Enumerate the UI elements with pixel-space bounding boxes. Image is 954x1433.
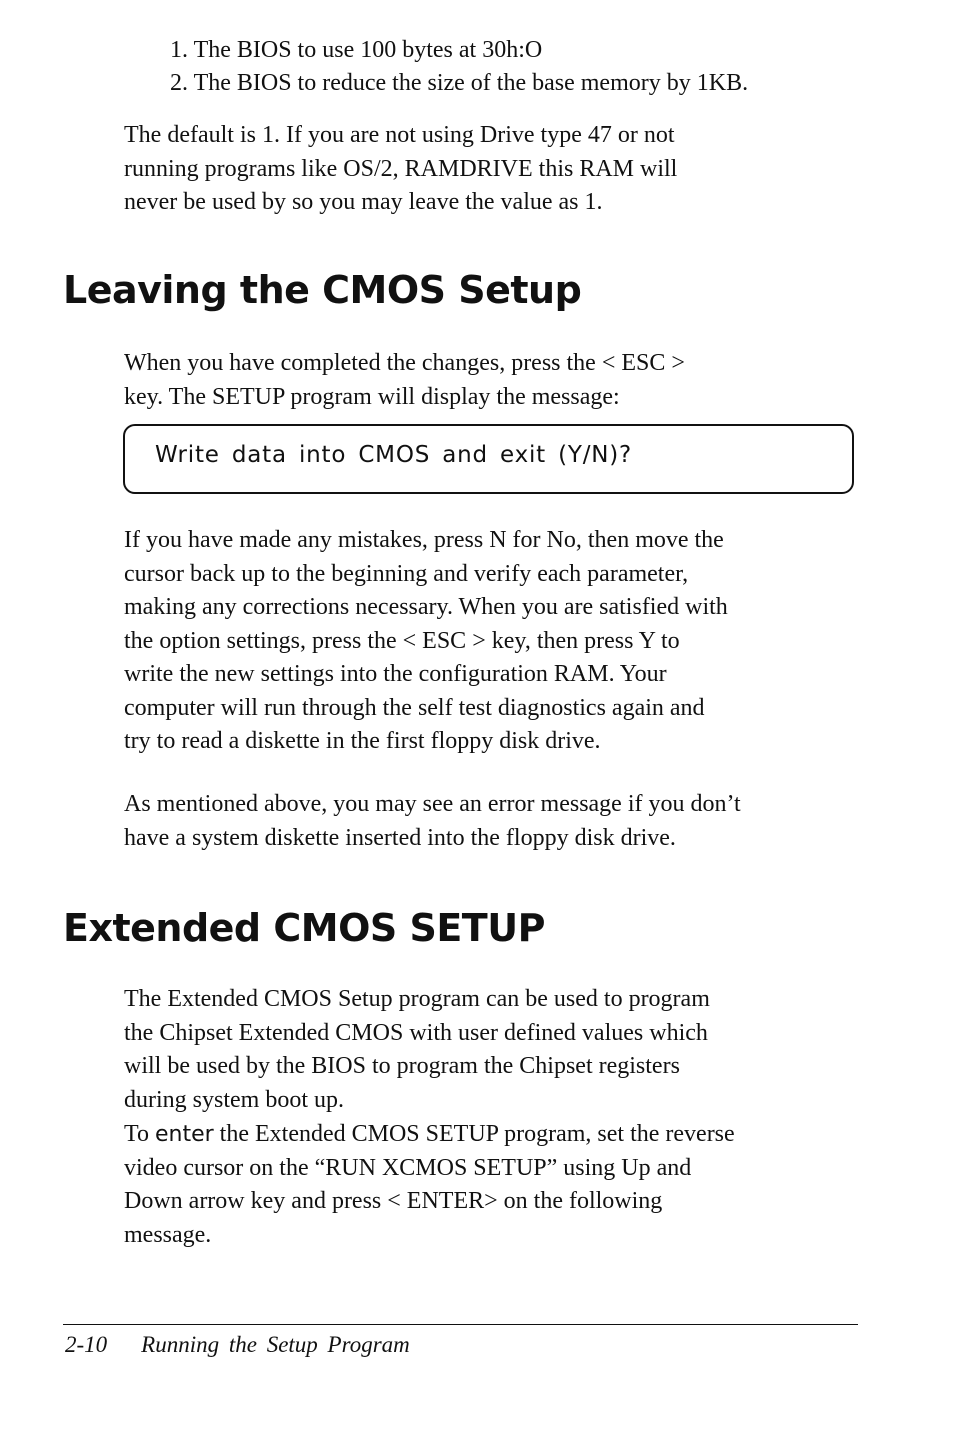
message-box-text: Write data into CMOS and exit (Y/N)? xyxy=(155,442,633,468)
extended-paragraph-2-lead: To xyxy=(124,1121,155,1147)
extended-paragraph-1: The Extended CMOS Setup program can be used to program the Chipset Extended CMOS with user defined values which will be used by the BIOS to program the Chipset registers during system boot up. xyxy=(124,986,710,1113)
enter-word: enter xyxy=(154,1122,214,1147)
leaving-paragraph-2: If you have made any mistakes, press N for No, then move the cursor back up to the beginning and verify each parameter, making any corrections necessary. When you are satisfied with the option settings, press the < ESC > key, then press Y to write the new settings into the configuration RAM. Your computer will run through the self test diagnostics again and try to read a diskette in the first floppy disk drive. xyxy=(124,527,728,754)
section-heading-leaving: Leaving the CMOS Setup xyxy=(63,268,582,312)
section-heading-extended: Extended CMOS SETUP xyxy=(63,906,545,950)
leaving-paragraph-1: When you have completed the changes, press the < ESC > key. The SETUP program will display the message: xyxy=(124,350,685,410)
footer-rule xyxy=(63,1324,858,1325)
intro-paragraph: The default is 1. If you are not using Drive type 47 or not running programs like OS/2, RAMDRIVE this RAM will never be used by so you may leave the value as 1. xyxy=(124,122,678,215)
page-footer xyxy=(65,1332,410,1358)
list-item: 2. The BIOS to reduce the size of the base memory by 1KB. xyxy=(170,70,749,96)
extended-paragraph-2 xyxy=(124,1118,735,1252)
extended-paragraph-2-rest: the Extended CMOS SETUP program, set the reverse video cursor on the “RUN XCMOS SETUP” using Up and Down arrow key and press < ENTER> on the following message. xyxy=(124,1121,735,1248)
list-item: 1. The BIOS to use 100 bytes at 30h:O xyxy=(170,37,543,63)
message-box xyxy=(123,424,854,494)
option-list xyxy=(170,34,748,100)
leaving-paragraph-3: As mentioned above, you may see an error message if you don’t have a system diskette inserted into the floppy disk drive. xyxy=(124,791,741,851)
page-number: 2-10 xyxy=(65,1332,108,1357)
footer-title: Running the Setup Program xyxy=(141,1332,410,1357)
